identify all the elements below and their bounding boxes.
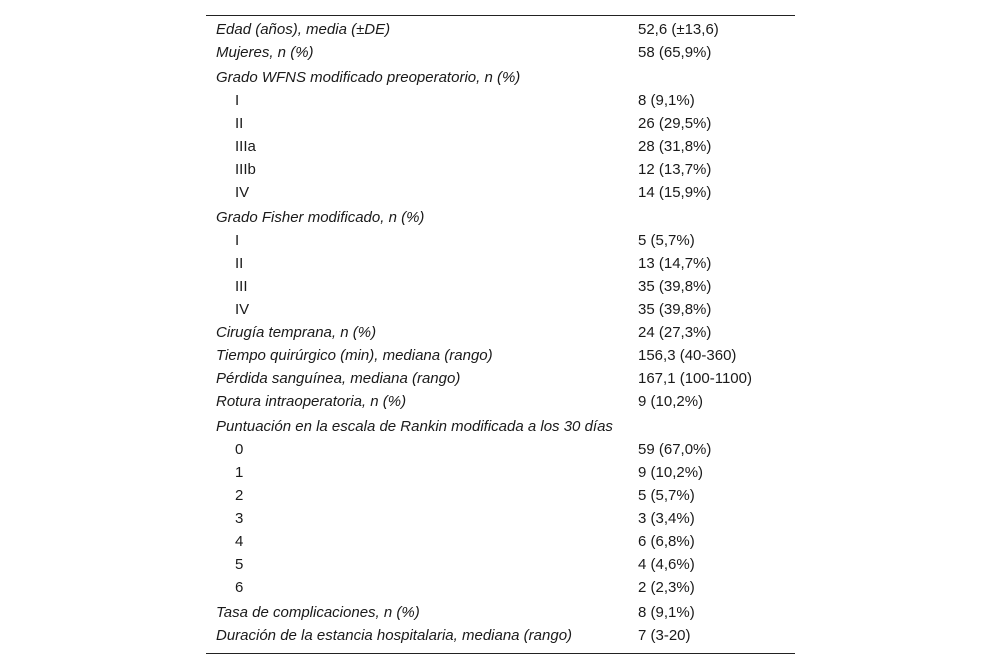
value-cell: 35 (39,8%) (638, 301, 712, 318)
table-row (206, 390, 795, 413)
table-row (206, 367, 795, 390)
variable-label: Mujeres, n (%) (216, 44, 314, 61)
table-row (206, 553, 795, 576)
table-row (206, 18, 795, 41)
table-row (206, 204, 795, 229)
value-cell: 167,1 (100-1100) (638, 370, 752, 387)
table-row (206, 484, 795, 507)
variable-label: Tasa de complicaciones, n (%) (216, 604, 420, 621)
table-row (206, 530, 795, 553)
category-label: IV (235, 301, 250, 318)
table-row (206, 344, 795, 367)
value-cell: 4 (4,6%) (638, 556, 695, 573)
category-label: 5 (235, 556, 244, 573)
value-cell: 5 (5,7%) (638, 487, 695, 504)
category-label: IV (235, 184, 250, 201)
variable-label: Edad (años), media (±DE) (216, 21, 391, 38)
variable-label: Grado WFNS modificado preoperatorio, n (%) (216, 69, 521, 86)
value-cell: 59 (67,0%) (638, 441, 712, 458)
table-row (206, 252, 795, 275)
category-label: IIIa (235, 138, 256, 155)
category-label: II (235, 255, 244, 272)
table-row (206, 624, 795, 647)
table-row (206, 599, 795, 624)
table-row (206, 413, 795, 438)
value-cell: 5 (5,7%) (638, 232, 695, 249)
category-label: 2 (235, 487, 244, 504)
category-label: 6 (235, 579, 244, 596)
value-cell: 9 (10,2%) (638, 393, 704, 410)
table-row (206, 158, 795, 181)
value-cell: 28 (31,8%) (638, 138, 712, 155)
table-row (206, 181, 795, 204)
category-label: I (235, 232, 240, 249)
category-label: 1 (235, 464, 244, 481)
table-row (206, 507, 795, 530)
category-label: I (235, 92, 240, 109)
table-row (206, 229, 795, 252)
value-cell: 24 (27,3%) (638, 324, 712, 341)
table-row (206, 135, 795, 158)
patient-characteristics-table (206, 15, 795, 654)
table-row (206, 298, 795, 321)
value-cell: 52,6 (±13,6) (638, 21, 719, 38)
value-cell: 26 (29,5%) (638, 115, 712, 132)
value-cell: 6 (6,8%) (638, 533, 695, 550)
table-row (206, 576, 795, 599)
value-cell: 9 (10,2%) (638, 464, 704, 481)
variable-label: Tiempo quirúrgico (min), mediana (rango) (216, 347, 493, 364)
table-row (206, 64, 795, 89)
category-label: III (235, 278, 248, 295)
table-row (206, 321, 795, 344)
value-cell: 3 (3,4%) (638, 510, 695, 527)
variable-label: Cirugía temprana, n (%) (216, 324, 377, 341)
category-label: II (235, 115, 244, 132)
value-cell: 2 (2,3%) (638, 579, 695, 596)
variable-label: Puntuación en la escala de Rankin modificada a los 30 días (216, 418, 613, 435)
table-row (206, 89, 795, 112)
value-cell: 8 (9,1%) (638, 92, 695, 109)
variable-label: Grado Fisher modificado, n (%) (216, 209, 425, 226)
table-row (206, 41, 795, 64)
value-cell: 14 (15,9%) (638, 184, 712, 201)
variable-label: Pérdida sanguínea, mediana (rango) (216, 370, 461, 387)
value-cell: 35 (39,8%) (638, 278, 712, 295)
category-label: IIIb (235, 161, 256, 178)
value-cell: 58 (65,9%) (638, 44, 712, 61)
category-label: 3 (235, 510, 244, 527)
value-cell: 156,3 (40-360) (638, 347, 737, 364)
variable-label: Duración de la estancia hospitalaria, mediana (rango) (216, 627, 573, 644)
value-cell: 7 (3-20) (638, 627, 691, 644)
category-label: 0 (235, 441, 244, 458)
value-cell: 8 (9,1%) (638, 604, 695, 621)
table-row (206, 275, 795, 298)
table-row (206, 112, 795, 135)
value-cell: 13 (14,7%) (638, 255, 712, 272)
value-cell: 12 (13,7%) (638, 161, 712, 178)
table-row (206, 438, 795, 461)
category-label: 4 (235, 533, 244, 550)
table-row (206, 461, 795, 484)
variable-label: Rotura intraoperatoria, n (%) (216, 393, 407, 410)
